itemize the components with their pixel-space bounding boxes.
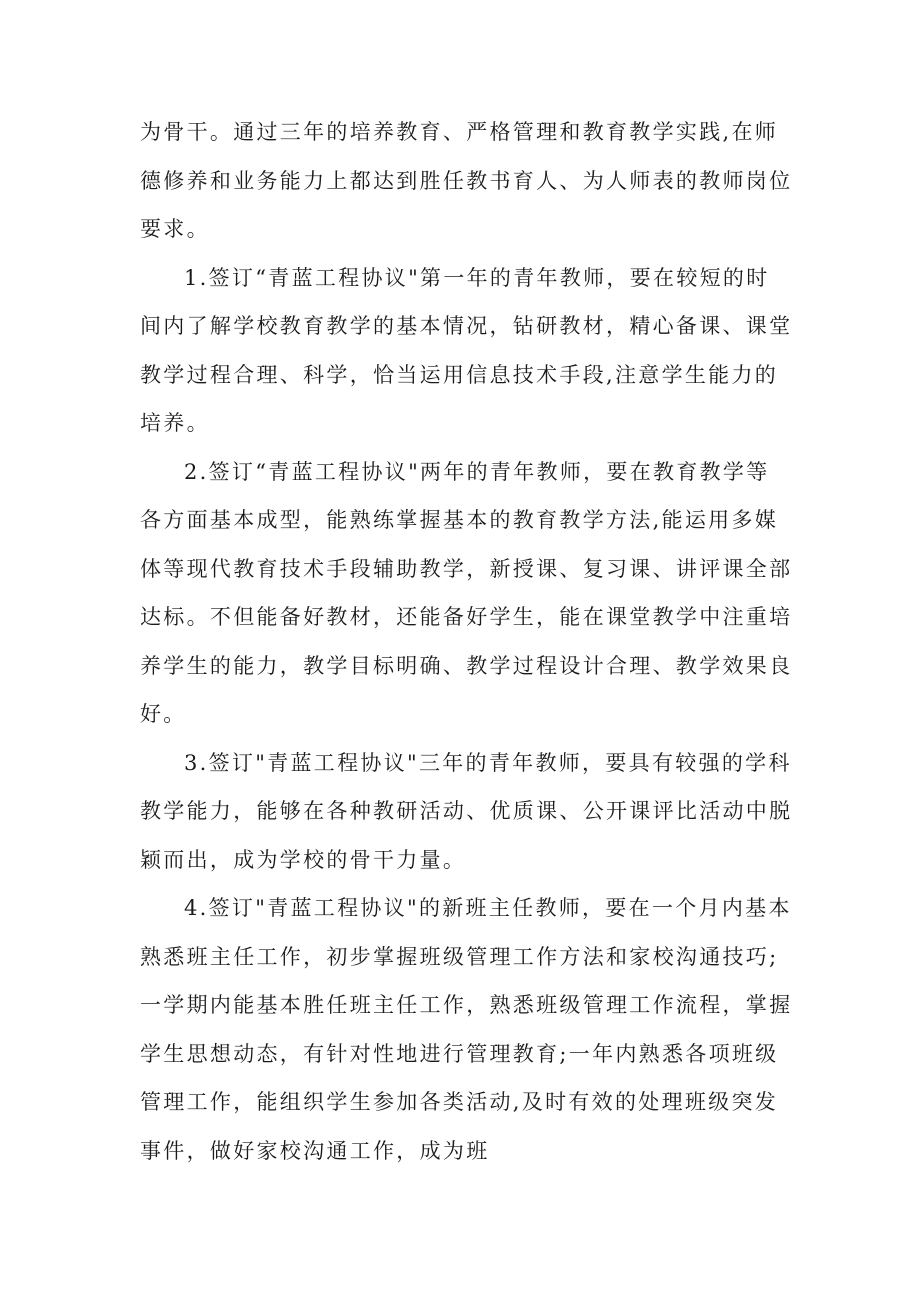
text-line: 间内了解学校教育教学的基本情况，钻研教材，精心备课、课堂 [140, 314, 793, 338]
text-line: 教学过程合理、科学，恰当运用信息技术手段,注意学生能力的 [140, 362, 779, 387]
text-line: 好。 [140, 702, 187, 726]
text-line: 体等现代教育技术手段辅助教学，新授课、复习课、讲评课全部 [140, 556, 793, 581]
text-line: 3.签订"青蓝工程协议"三年的青年教师，要具有较强的学科 [184, 750, 792, 775]
text-line: 德修养和业务能力上都达到胜任教书育人、为人师表的教师岗位 [140, 168, 793, 193]
paragraph-item-3 [140, 739, 793, 885]
text-line: 颖而出，成为学校的骨干力量。 [140, 847, 467, 872]
text-line: 一学期内能基本胜任班主任工作，熟悉班级管理工作流程，掌握 [140, 993, 793, 1017]
text-line: 学生思想动态，有针对性地进行管理教育;一年内熟悉各项班级 [140, 1041, 779, 1066]
text-line: 4.签订"青蓝工程协议"的新班主任教师，要在一个月内基本 [184, 896, 792, 920]
text-line: 1.签订“青蓝工程协议"第一年的青年教师，要在较短的时 [184, 265, 770, 290]
paragraph-item-1 [140, 254, 793, 448]
text-line: 熟悉班主任工作，初步掌握班级管理工作方法和家校沟通技巧; [140, 944, 779, 969]
text-line: 管理工作，能组织学生参加各类活动,及时有效的处理班级突发 [140, 1090, 779, 1114]
text-line: 2.签订“青蓝工程协议"两年的青年教师，要在教育教学等 [184, 459, 770, 484]
text-line: 要求。 [140, 217, 210, 241]
text-line: 事件，做好家校沟通工作，成为班 [140, 1138, 490, 1163]
paragraph-item-2 [140, 448, 793, 739]
text-line: 养学生的能力，教学目标明确、教学过程设计合理、教学效果良 [140, 653, 793, 678]
text-line: 教学能力，能够在各种教研活动、优质课、公开课评比活动中脱 [140, 799, 793, 823]
text-line: 各方面基本成型，能熟练掌握基本的教育教学方法,能运用多媒 [140, 508, 779, 532]
document-body [140, 108, 793, 1175]
text-line: 达标。不但能备好教材，还能备好学生，能在课堂教学中注重培 [140, 605, 793, 629]
paragraph-item-4 [140, 884, 793, 1175]
text-line: 为骨干。通过三年的培养教育、严格管理和教育教学实践,在师 [140, 120, 779, 144]
paragraph-continuation [140, 108, 793, 254]
text-line: 培养。 [140, 411, 210, 435]
